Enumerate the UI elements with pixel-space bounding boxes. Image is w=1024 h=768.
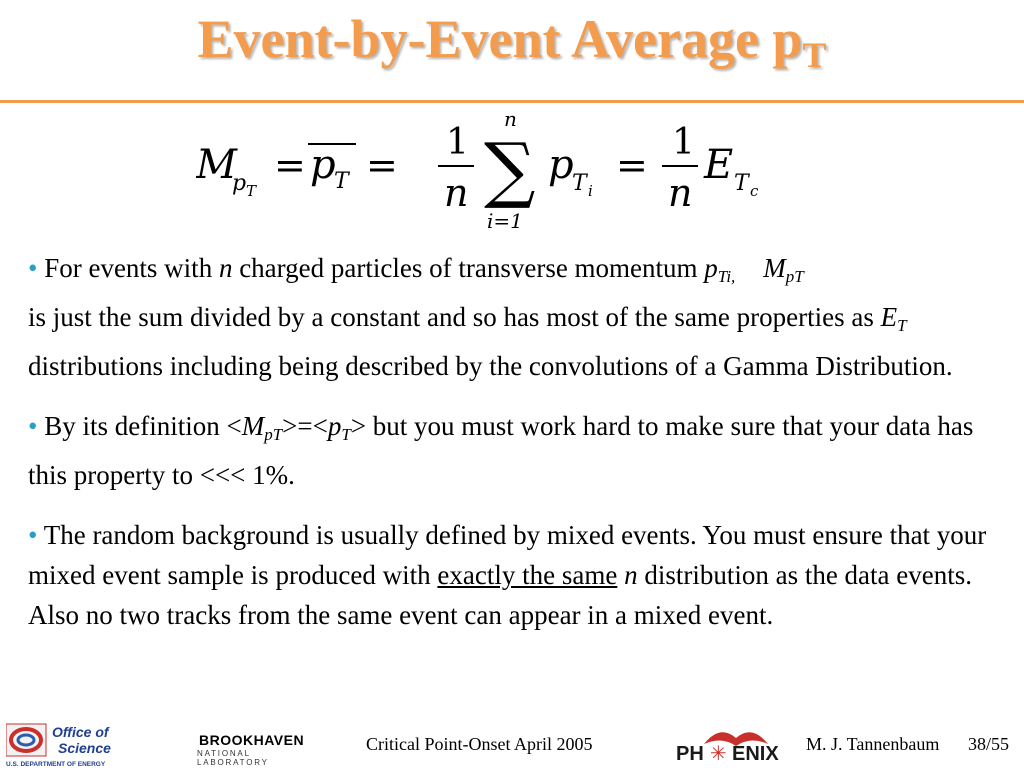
formula-numerator-2: 1 <box>672 122 695 163</box>
formula-M: M <box>196 142 237 188</box>
bullet-text: For events with <box>37 253 219 283</box>
phenix-logo <box>676 722 798 766</box>
bullet-M: M <box>241 411 265 441</box>
bullet-item-2 <box>28 406 1013 495</box>
formula-E: E <box>704 142 734 188</box>
bullet-item-1 <box>28 248 1013 386</box>
bullet-text: is just the sum divided by a constant and so has most of the same properties as <box>28 302 881 332</box>
bullet-p-sub: Ti, <box>717 267 736 286</box>
phenix-logo-right: ENIX <box>732 743 779 765</box>
bullet-text: > but you must work hard to make sure that your data has this property to <<< 1%. <box>28 411 974 490</box>
formula-sum-top: n <box>504 110 517 131</box>
underlined-text: exactly the same <box>437 560 618 590</box>
formula-M-sub-T: T <box>246 182 257 200</box>
formula-eq-1: = <box>274 143 306 187</box>
bullet-M: M <box>763 253 786 283</box>
title-main: Event-by-Event Average p <box>197 9 803 69</box>
brookhaven-logo-subtitle: NATIONAL LABORATORY <box>197 749 269 767</box>
bullet-E: E <box>880 302 898 332</box>
bullet-item-3 <box>28 515 1013 635</box>
phenix-logo-left: PH <box>676 743 704 765</box>
doe-logo-line3: U.S. DEPARTMENT OF ENERGY <box>6 761 106 768</box>
bullet-text: distributions including being described by the convolutions of a Gamma Distribution. <box>28 351 953 381</box>
bullet-M-sub: pT <box>785 267 804 286</box>
title-divider <box>0 100 1024 103</box>
phenix-logo-star: ✳ <box>710 741 727 765</box>
formula-numerator-1: 1 <box>446 122 469 163</box>
bullet-M-sub: pT <box>264 425 283 444</box>
bullet-E-sub: T <box>897 316 907 335</box>
doe-logo-line1: Office of <box>52 724 109 740</box>
bullet-text: distribution as the data events. Also no two tracks from the same event can appear in a mixed event. <box>28 560 973 630</box>
formula-eq-2: = <box>366 143 398 187</box>
bullet-dot: • <box>28 520 38 550</box>
conference-name: Critical Point-Onset April 2005 <box>366 734 593 754</box>
bullet-n: n <box>218 253 233 283</box>
brookhaven-logo <box>195 732 325 767</box>
formula-p-i: p <box>548 142 574 188</box>
brookhaven-logo-name: BROOKHAVEN <box>199 732 305 748</box>
formula-eq-3: = <box>616 143 648 187</box>
formula-E-sub-T: T <box>734 171 749 196</box>
bullet-n: n <box>624 560 638 590</box>
slide-title <box>0 8 1024 76</box>
office-of-science-logo <box>6 720 146 768</box>
bullet-list <box>28 248 1013 655</box>
page-number: 38/55 <box>968 734 1010 754</box>
formula-p-bar-sub: T <box>334 169 349 194</box>
formula-sum-sign: ∑ <box>484 127 536 211</box>
mean-pt-formula <box>196 110 816 240</box>
bullet-dot: • <box>28 253 38 283</box>
formula-M-sub-p: p <box>232 171 247 196</box>
formula-p-bar: p <box>310 142 336 188</box>
bullet-p-sub: T <box>341 425 351 444</box>
formula-p-i-sub-T: T <box>572 171 587 196</box>
bullet-text: charged particles of transverse momentum <box>232 253 705 283</box>
bullet-p: p <box>327 411 342 441</box>
formula-denominator-n: n <box>444 171 469 215</box>
doe-logo-line2: Science <box>58 740 111 756</box>
formula-p-i-sub-i: i <box>588 182 593 200</box>
slide-footer <box>0 712 1024 768</box>
formula-sum-bottom: i=1 <box>487 209 523 233</box>
bullet-text: By its definition < <box>37 411 242 441</box>
bullet-p: p <box>704 253 718 283</box>
bullet-dot: • <box>28 411 38 441</box>
author-name: M. J. Tannenbaum <box>806 734 940 754</box>
bullet-text: >=< <box>282 411 328 441</box>
title-subscript: T <box>802 35 827 75</box>
bullet-text: The random background is usually defined by mixed events. You must ensure that your mixed event sample is produced with <box>28 520 987 590</box>
formula-denominator-n-2: n <box>668 171 693 215</box>
formula-E-sub-c: c <box>750 182 759 200</box>
